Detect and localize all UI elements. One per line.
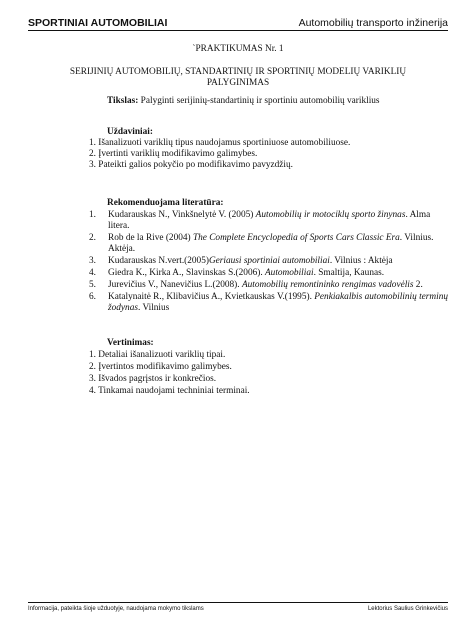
goal-text: Palyginti serijinių-standartinių ir sportiniu automobilių variklius <box>138 96 380 106</box>
literature-item: Rob de la Rive (2004) The Complete Encyclopedia of Sports Cars Classic Era. Vilnius. <box>108 233 434 243</box>
task-item: 2. Įvertinti variklių modifikavimo galimybes. <box>89 149 258 159</box>
tasks-heading: Uždaviniai: <box>107 127 153 137</box>
goal-line <box>107 96 380 107</box>
document-title-line2: PALYGINIMAS <box>206 78 270 88</box>
literature-number: 6. <box>89 292 96 302</box>
literature-number: 1. <box>89 210 96 220</box>
evaluation-item: 3. Išvados pagrįstos ir konkrečios. <box>89 374 217 384</box>
footer-lecturer: Lektorius Saulius Grinkevičius <box>367 606 448 612</box>
literature-item: Jurevičius V., Nanevičius L.(2008). Automobilių remontininko rengimas vadovėlis 2. <box>108 280 423 290</box>
evaluation-item: 4. Tinkamai naudojami techniniai terminai. <box>89 386 250 396</box>
page-footer <box>28 602 448 613</box>
literature-item-cont: litera. <box>108 221 130 231</box>
literature-item: Katalynaitė R., Klibavičius A., Kvietkauskas V.(1995). Penkiakalbis automobilinių terminų <box>108 292 448 302</box>
page-header <box>28 14 448 31</box>
literature-heading: Rekomenduojama literatūra: <box>107 198 224 208</box>
literature-item-cont: žodynas. Vilnius <box>108 303 170 313</box>
literature-item: Kudarauskas N., Vinkšnelytė V. (2005) Automobilių ir motociklų sporto žinynas. Alma <box>108 210 431 220</box>
evaluation-item: 1. Detaliai išanalizuoti variklių tipai. <box>89 350 226 360</box>
footer-note: Informacija, pateikta šioje užduotyje, naudojama mokymo tikslams <box>28 606 204 612</box>
practicum-number: `PRAKTIKUMAS Nr. 1 <box>192 44 284 54</box>
header-department: Automobilių transporto inžinerija <box>298 17 448 29</box>
literature-item: Giedra K., Kirka A., Slavinskas S.(2006). Automobiliai. Smaltija, Kaunas. <box>108 268 385 278</box>
literature-item: Kudarauskas N.vert.(2005)Geriausi sportiniai automobiliai. Vilnius : Aktėja <box>108 256 393 266</box>
task-item: 3. Pateikti galios pokyčio po modifikavimo pavyzdžių. <box>89 160 293 170</box>
document-title-line1: SERIJINIŲ AUTOMOBILIŲ, STANDARTINIŲ IR SPORTINIŲ MODELIŲ VARIKLIŲ <box>69 67 407 77</box>
task-item: 1. Išanalizuoti variklių tipus naudojamus sportiniuose automobiliuose. <box>89 138 351 148</box>
literature-item-cont: Aktėja. <box>108 244 136 254</box>
literature-number: 2. <box>89 233 96 243</box>
evaluation-item: 2. Įvertintos modifikavimo galimybes. <box>89 362 232 372</box>
evaluation-heading: Vertinimas: <box>107 338 154 348</box>
literature-number: 4. <box>89 268 96 278</box>
literature-number: 5. <box>89 280 96 290</box>
goal-label: Tikslas: <box>107 96 139 106</box>
literature-number: 3. <box>89 256 96 266</box>
header-course-title: SPORTINIAI AUTOMOBILIAI <box>28 17 168 29</box>
